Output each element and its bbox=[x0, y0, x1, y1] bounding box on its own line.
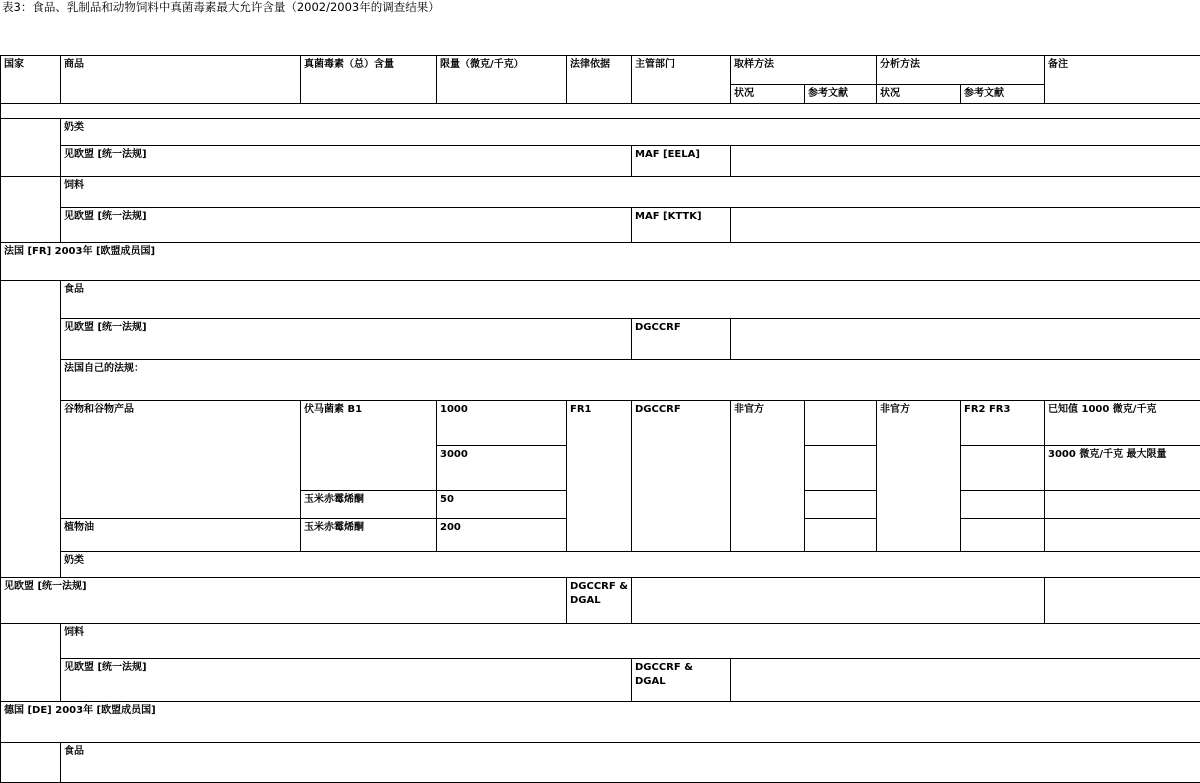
sampling-reference-cell bbox=[805, 401, 877, 446]
analysis-reference-cell bbox=[961, 446, 1045, 491]
analysis-reference-cell bbox=[961, 491, 1045, 519]
header-analysis-status: 状况 bbox=[877, 85, 961, 104]
limit-cell: 3000 bbox=[437, 446, 567, 491]
limit-cell: 50 bbox=[437, 491, 567, 519]
remarks-cell: 3000 微克/千克 最大限量 bbox=[1045, 446, 1200, 491]
empty-cell bbox=[731, 146, 1200, 177]
country-cell bbox=[1, 624, 61, 702]
regulation-cell: 见欧盟 [统一法规] bbox=[61, 146, 632, 177]
header-remarks: 备注 bbox=[1045, 56, 1200, 104]
category-feed: 饲料 bbox=[61, 624, 1200, 659]
regulation-cell: 见欧盟 [统一法规] bbox=[61, 659, 632, 702]
regulation-cell: 见欧盟 [统一法规] bbox=[61, 319, 632, 360]
sampling-status-cell: 非官方 bbox=[731, 401, 805, 552]
authority-cell: DGCCRF bbox=[632, 319, 731, 360]
empty-cell bbox=[731, 659, 1200, 702]
limit-cell: 200 bbox=[437, 519, 567, 552]
remarks-cell: 已知值 1000 微克/千克 bbox=[1045, 401, 1200, 446]
analysis-reference-cell bbox=[961, 519, 1045, 552]
authority-cell: DGCCRF bbox=[632, 401, 731, 552]
authority-cell: MAF [KTTK] bbox=[632, 208, 731, 243]
header-authority: 主管部门 bbox=[632, 56, 731, 104]
analysis-status-cell: 非官方 bbox=[877, 401, 961, 552]
sampling-reference-cell bbox=[805, 446, 877, 491]
category-food: 食品 bbox=[61, 743, 1200, 783]
country-header-france: 法国 [FR] 2003年 [欧盟成员国] bbox=[1, 243, 1200, 281]
authority-cell: DGCCRF & DGAL bbox=[567, 578, 632, 624]
empty-cell bbox=[632, 578, 1045, 624]
header-sampling-status: 状况 bbox=[731, 85, 805, 104]
category-dairy: 奶类 bbox=[61, 119, 1200, 146]
mycotoxin-table bbox=[0, 55, 1200, 783]
header-limit: 限量（微克/千克） bbox=[437, 56, 567, 104]
country-cell bbox=[1, 743, 61, 783]
empty-cell bbox=[731, 208, 1200, 243]
legal-basis-cell: FR1 bbox=[567, 401, 632, 552]
category-dairy: 奶类 bbox=[61, 552, 1200, 578]
country-header-germany: 德国 [DE] 2003年 [欧盟成员国] bbox=[1, 702, 1200, 743]
country-cell bbox=[1, 177, 61, 243]
commodity-cereals: 谷物和谷物产品 bbox=[61, 401, 301, 519]
header-analysis-reference: 参考文献 bbox=[961, 85, 1045, 104]
sampling-reference-cell bbox=[805, 519, 877, 552]
regulation-cell: 见欧盟 [统一法规] bbox=[61, 208, 632, 243]
table-caption: 表3：食品、乳制品和动物饲料中真菌毒素最大允许含量（2002/2003年的调查结果） bbox=[2, 0, 440, 14]
limit-cell: 1000 bbox=[437, 401, 567, 446]
mycotoxin-fumonisin: 伏马菌素 B1 bbox=[301, 401, 437, 491]
analysis-reference-cell: FR2 FR3 bbox=[961, 401, 1045, 446]
header-country: 国家 bbox=[1, 56, 61, 104]
separator-row bbox=[1, 104, 1200, 119]
empty-cell bbox=[731, 319, 1200, 360]
france-own-rules: 法国自己的法规： bbox=[61, 360, 1200, 401]
sampling-reference-cell bbox=[805, 491, 877, 519]
remarks-cell bbox=[1045, 519, 1200, 552]
regulation-cell: 见欧盟 [统一法规] bbox=[1, 578, 567, 624]
authority-cell: MAF [EELA] bbox=[632, 146, 731, 177]
mycotoxin-zearalenone: 玉米赤霉烯酮 bbox=[301, 491, 437, 519]
header-analysis: 分析方法 bbox=[877, 56, 1045, 85]
header-legal-basis: 法律依据 bbox=[567, 56, 632, 104]
header-sampling-reference: 参考文献 bbox=[805, 85, 877, 104]
header-sampling: 取样方法 bbox=[731, 56, 877, 85]
country-cell bbox=[1, 281, 61, 578]
header-mycotoxin: 真菌毒素（总）含量 bbox=[301, 56, 437, 104]
commodity-vegetable-oil: 植物油 bbox=[61, 519, 301, 552]
authority-cell: DGCCRF & DGAL bbox=[632, 659, 731, 702]
category-food: 食品 bbox=[61, 281, 1200, 319]
remarks-cell bbox=[1045, 491, 1200, 519]
country-cell bbox=[1, 119, 61, 177]
category-feed: 饲料 bbox=[61, 177, 1200, 208]
header-commodity: 商品 bbox=[61, 56, 301, 104]
mycotoxin-zearalenone: 玉米赤霉烯酮 bbox=[301, 519, 437, 552]
